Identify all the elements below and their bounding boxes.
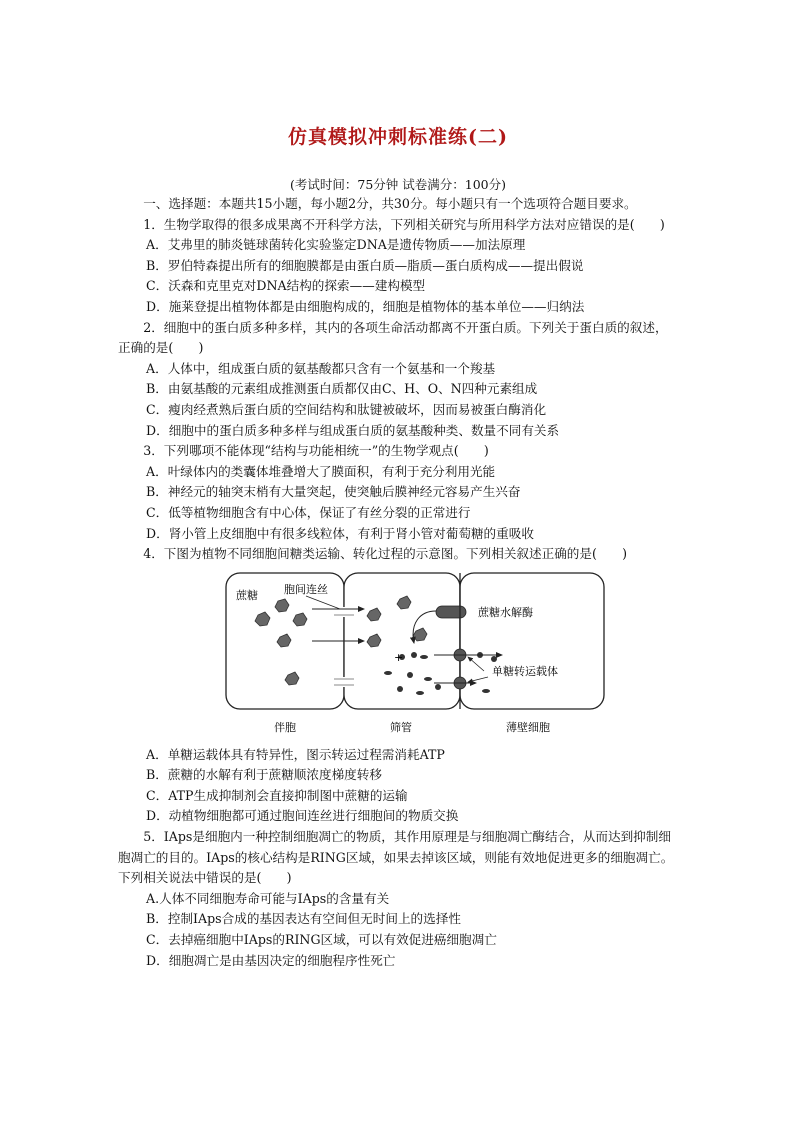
question-2-option-d: D．细胞中的蛋白质多种多样与组成蛋白质的氨基酸种类、数量不同有关系	[146, 422, 560, 438]
question-5-stem: 5．IAps是细胞内一种控制细胞凋亡的物质，其作用原理是与细胞凋亡酶结合，从而达到抑制细胞凋亡的目的。IAps的核心结构是RING区域，如果去掉该区域，则能有效地促进更多的细胞凋亡。下列相关说法中错误的是( )	[118, 829, 674, 886]
cell-label-companion: 伴胞	[274, 720, 296, 734]
label-monosaccharide-carrier: 单糖转运载体	[492, 664, 558, 678]
question-4-option-b: B．蔗糖的水解有利于蔗糖顺浓度梯度转移	[146, 767, 382, 783]
question-2-stem: 2．细胞中的蛋白质多种多样，其内的各项生命活动都离不开蛋白质。下列关于蛋白质的叙述，正确的是( )	[118, 319, 668, 356]
question-2-option-b: B．由氨基酸的元素组成推测蛋白质都仅由C、H、O、N四种元素组成	[146, 381, 538, 397]
question-5-option-a: A.人体不同细胞寿命可能与IAps的含量有关	[146, 890, 390, 906]
exam-meta: (考试时间：75分钟 试卷满分：100分)	[290, 177, 506, 192]
question-1-option-d: D．施莱登提出植物体都是由细胞构成的，细胞是植物体的基本单位——归纳法	[146, 298, 585, 314]
section-heading: 一、选择题：本题共15小题，每小题2分，共30分。每小题只有一个选项符合题目要求。	[143, 196, 637, 211]
question-5-option-c: C．去掉癌细胞中IAps的RING区域，可以有效促进癌细胞凋亡	[146, 932, 497, 948]
question-5-option-d: D．细胞凋亡是由基因决定的细胞程序性死亡	[146, 952, 396, 968]
question-1-option-a: A．艾弗里的肺炎链球菌转化实验鉴定DNA是遗传物质——加法原理	[146, 237, 526, 253]
question-5-option-b: B．控制IAps合成的基因表达有空间但无时间上的选择性	[146, 911, 461, 927]
label-sucrose: 蔗糖	[236, 588, 258, 602]
sucrase-enzyme	[436, 606, 466, 618]
plus-sign: +	[394, 650, 404, 664]
question-4-option-d: D．动植物细胞都可通过胞间连丝进行细胞间的物质交换	[146, 808, 459, 824]
document-body	[118, 194, 678, 971]
question-3-option-c: C．低等植物细胞含有中心体，保证了有丝分裂的正常进行	[146, 504, 471, 520]
question-4-option-c: C．ATP生成抑制剂会直接抑制图中蔗糖的运输	[146, 787, 408, 803]
question-3-option-a: A．叶绿体内的类囊体堆叠增大了膜面积，有利于充分利用光能	[146, 463, 496, 479]
sugar-transport-figure	[224, 571, 606, 739]
question-2-option-a: A．人体中，组成蛋白质的氨基酸都只含有一个氨基和一个羧基	[146, 360, 496, 376]
question-3-option-b: B．神经元的轴突末梢有大量突起，使突触后膜神经元容易产生兴奋	[146, 484, 521, 500]
question-4-option-a: A．单糖运载体具有特异性，图示转运过程需消耗ATP	[146, 746, 445, 762]
question-4-stem: 4．下图为植物不同细胞间糖类运输、转化过程的示意图。下列相关叙述正确的是( )	[143, 546, 627, 562]
question-3-option-d: D．肾小管上皮细胞中有很多线粒体，有利于肾小管对葡萄糖的重吸收	[146, 525, 534, 541]
question-1-option-b: B．罗伯特森提出所有的细胞膜都是由蛋白质—脂质—蛋白质构成——提出假说	[146, 257, 584, 273]
question-1-stem: 1．生物学取得的很多成果离不开科学方法，下列相关研究与所用科学方法对应错误的是( )	[143, 216, 665, 232]
figure-svg	[224, 571, 606, 739]
cell-label-parenchyma: 薄壁细胞	[506, 720, 550, 734]
cell-label-sieve-tube: 筛管	[390, 720, 412, 734]
question-1-option-c: C．沃森和克里克对DNA结构的探索——建构模型	[146, 278, 426, 294]
question-3-stem: 3．下列哪项不能体现“结构与功能相统一”的生物学观点( )	[143, 443, 489, 459]
parenchyma-cell-outline	[460, 573, 604, 709]
question-2-option-c: C．瘦肉经煮熟后蛋白质的空间结构和肽键被破坏，因而易被蛋白酶消化	[146, 401, 547, 417]
label-sucrase: 蔗糖水解酶	[478, 605, 533, 619]
page-title: 仿真模拟冲刺标准练(二)	[288, 126, 508, 148]
label-plasmodesmata: 胞间连丝	[284, 582, 328, 596]
